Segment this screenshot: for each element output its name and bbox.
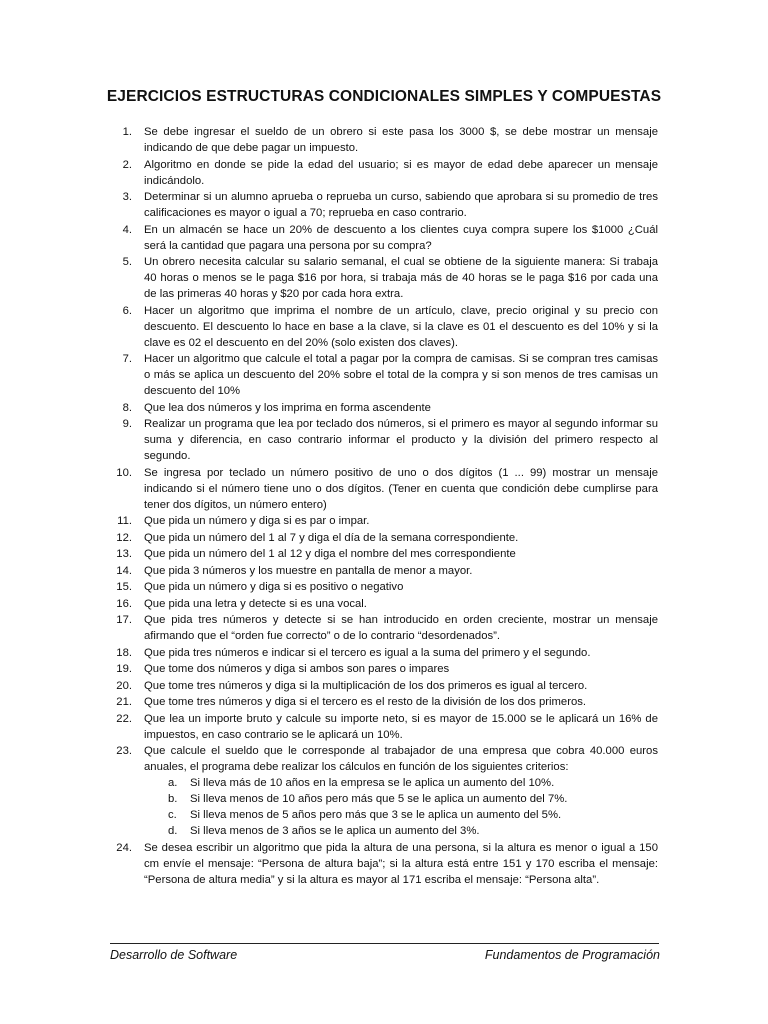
exercise-number: 17. (116, 614, 132, 626)
exercise-number: 2. (122, 158, 132, 171)
exercise-list (112, 124, 658, 888)
exercise-item (112, 645, 658, 661)
footer-right-text: Fundamentos de Programación (484, 948, 660, 962)
criteria-text: Si lleva más de 10 años en la empresa se le aplica un aumento del 10%. (190, 777, 555, 789)
exercise-item (112, 546, 658, 562)
exercise-text: Se desea escribir un algoritmo que pida la altura de una persona, si la altura es menor o igual a 150 cm envíe el mensaje: “Persona de altura baja”; si la altura está entre 151 y 170 escriba el mensaje: “Persona de altura media” y si la altura es mayor al 171 escriba el mensaje: “Persona alta”. (144, 841, 658, 886)
criteria-letter: a. (168, 777, 178, 789)
exercise-item (112, 254, 658, 302)
criteria-item (168, 807, 658, 823)
exercise-text: Se ingresa por teclado un número positivo de uno o dos dígitos (1 ... 99) mostrar un mensaje indicando si el número tiene uno o dos dígitos. (Tener en cuenta que condición debe cumplirse para tener dos dígitos, un número entero) (144, 466, 658, 511)
exercise-body (144, 157, 658, 189)
criteria-item (168, 823, 658, 839)
exercise-body (144, 661, 658, 677)
exercise-number: 6. (122, 304, 132, 317)
exercise-item (112, 840, 658, 888)
exercise-number: 9. (122, 418, 132, 430)
exercise-text: Que lea un importe bruto y calcule su importe neto, si es mayor de 15.000 se le aplicará un 16% de impuestos, en caso contrario se le aplicará un 10%. (144, 712, 658, 741)
exercise-text: Que pida un número del 1 al 12 y diga el nombre del mes correspondiente (144, 548, 516, 560)
exercise-text: Que lea dos números y los imprima en forma ascendente (144, 401, 431, 414)
exercise-number: 20. (116, 679, 132, 692)
criteria-item (168, 791, 658, 807)
exercise-text: Que pida un número y diga si es par o impar. (144, 515, 370, 527)
exercise-body (144, 678, 658, 694)
exercise-number: 21. (116, 696, 132, 708)
exercise-body (144, 645, 658, 661)
exercise-text: Que tome dos números y diga si ambos son pares o impares (144, 663, 450, 675)
exercise-number: 5. (122, 256, 132, 268)
exercise-text: Determinar si un alumno aprueba o reprueba un curso, sabiendo que aprobara si su promedio de tres calificaciones es mayor o igual a 70; reprueba en caso contrario. (144, 191, 658, 219)
exercise-body (144, 222, 658, 254)
exercise-text: Hacer un algoritmo que calcule el total a pagar por la compra de camisas. Si se compran tres camisas o más se aplica un descuento del 20% sobre el total de la compra y si son menos de tres camisas un descuento del 10% (144, 353, 658, 397)
criteria-letter: c. (168, 809, 177, 821)
exercise-item (112, 465, 658, 513)
exercise-number: 10. (116, 466, 132, 479)
footer-left-text: Desarrollo de Software (110, 948, 238, 962)
exercise-number: 1. (122, 126, 132, 138)
exercise-body (144, 124, 658, 156)
criteria-text: Si lleva menos de 5 años pero más que 3 se le aplica un aumento del 5%. (190, 809, 562, 821)
exercise-body (144, 694, 658, 710)
exercise-number: 8. (122, 401, 132, 414)
exercise-text: Que pida 3 números y los muestre en pantalla de menor a mayor. (144, 564, 473, 577)
exercise-item (112, 694, 658, 710)
footer-divider (110, 943, 659, 944)
exercise-body (144, 513, 658, 529)
exercise-text: Que pida tres números y detecte si se han introducido en orden creciente, mostrar un mensaje afirmando que el “orden fue correcto” o de lo contrario “desordenados”. (144, 614, 658, 642)
exercise-body (144, 465, 658, 513)
exercise-body (144, 351, 658, 399)
exercise-item (112, 157, 658, 189)
exercise-body (144, 612, 658, 644)
exercise-body (144, 416, 658, 464)
criteria-text: Si lleva menos de 3 años se le aplica un aumento del 3%. (190, 825, 480, 837)
exercise-body (144, 743, 658, 839)
exercise-item (112, 303, 658, 351)
exercise-body (144, 400, 658, 416)
exercise-body (144, 840, 658, 888)
exercise-number: 16. (116, 597, 132, 610)
exercise-item (112, 400, 658, 416)
exercise-number: 19. (116, 663, 132, 675)
criteria-text: Si lleva menos de 10 años pero más que 5 se le aplica un aumento del 7%. (190, 793, 568, 805)
exercise-item (112, 678, 658, 694)
exercise-item (112, 743, 658, 839)
criteria-letter: b. (168, 793, 178, 805)
exercise-item (112, 513, 658, 529)
exercise-number: 4. (122, 223, 132, 236)
exercise-number: 3. (122, 191, 132, 203)
exercise-item (112, 222, 658, 254)
exercise-number: 14. (116, 564, 132, 577)
exercise-text: Que pida un número del 1 al 7 y diga el día de la semana correspondiente. (144, 531, 519, 544)
exercise-text: Realizar un programa que lea por teclado dos números, si el primero es mayor al segundo informar su suma y diferencia, en caso contrario informar el producto y la división del primero respecto al segundo. (144, 418, 658, 462)
exercise-number: 23. (116, 745, 132, 757)
exercise-number: 24. (116, 841, 132, 854)
exercise-body (144, 711, 658, 743)
exercise-number: 22. (116, 712, 132, 725)
exercise-body (144, 189, 658, 221)
exercise-number: 13. (116, 548, 132, 560)
exercise-item (112, 124, 658, 156)
exercise-text: Que tome tres números y diga si el tercero es el resto de la división de los dos primeros. (144, 696, 587, 708)
exercise-item (112, 189, 658, 221)
exercise-item (112, 563, 658, 579)
exercise-item (112, 530, 658, 546)
exercise-number: 7. (122, 353, 132, 365)
exercise-text: Un obrero necesita calcular su salario semanal, el cual se obtiene de la siguiente manera: Si trabaja 40 horas o menos se le paga $16 por hora, si trabaja más de 40 horas se le paga $16 por cada una de las primeras 40 horas y $20 por cada hora extra. (144, 256, 658, 300)
exercise-item (112, 711, 658, 743)
exercise-item (112, 596, 658, 612)
exercise-item (112, 416, 658, 464)
exercise-text: Se debe ingresar el sueldo de un obrero si este pasa los 3000 $, se debe mostrar un mensaje indicando de que debe pagar un impuesto. (144, 126, 658, 154)
exercise-text: Hacer un algoritmo que imprima el nombre de un artículo, clave, precio original y su precio con descuento. El descuento lo hace en base a la clave, si la clave es 01 el descuento es del 10% y si la clave es 02 el descuento en del 20% (solo existen dos claves). (144, 304, 658, 349)
exercise-item (112, 661, 658, 677)
exercise-text: Que pida un número y diga si es positivo o negativo (144, 581, 404, 593)
exercise-body (144, 546, 658, 562)
exercise-text: Que pida tres números e indicar si el tercero es igual a la suma del primero y el segundo. (144, 646, 591, 659)
exercise-item (112, 579, 658, 595)
exercise-text: En un almacén se hace un 20% de descuento a los clientes cuya compra supere los $1000 ¿Cuál será la cantidad que pagara una persona por su compra? (144, 223, 658, 252)
exercise-body (144, 579, 658, 595)
exercise-body (144, 596, 658, 612)
exercise-text: Que tome tres números y diga si la multiplicación de los dos primeros es igual al tercero. (144, 679, 588, 692)
exercise-body (144, 530, 658, 546)
exercise-text: Que calcule el sueldo que le corresponde al trabajador de una empresa que cobra 40.000 euros anuales, el programa debe realizar los cálculos en función de los siguientes criterios: (144, 745, 658, 773)
exercise-number: 12. (116, 531, 132, 544)
exercise-body (144, 563, 658, 579)
criteria-item (168, 775, 658, 791)
exercise-item (112, 351, 658, 399)
exercise-item (112, 612, 658, 644)
criteria-letter: d. (168, 825, 178, 837)
criteria-list (144, 775, 658, 839)
exercise-body (144, 303, 658, 351)
exercise-number: 18. (116, 646, 132, 659)
exercise-number: 15. (116, 581, 132, 593)
document-title: EJERCICIOS ESTRUCTURAS CONDICIONALES SIMPLES Y COMPUESTAS (106, 88, 662, 105)
exercise-number: 11. (117, 515, 132, 527)
exercise-text: Que pida una letra y detecte si es una vocal. (144, 597, 367, 610)
exercise-body (144, 254, 658, 302)
exercise-text: Algoritmo en donde se pide la edad del usuario; si es mayor de edad debe aparecer un mensaje indicándolo. (144, 158, 658, 187)
